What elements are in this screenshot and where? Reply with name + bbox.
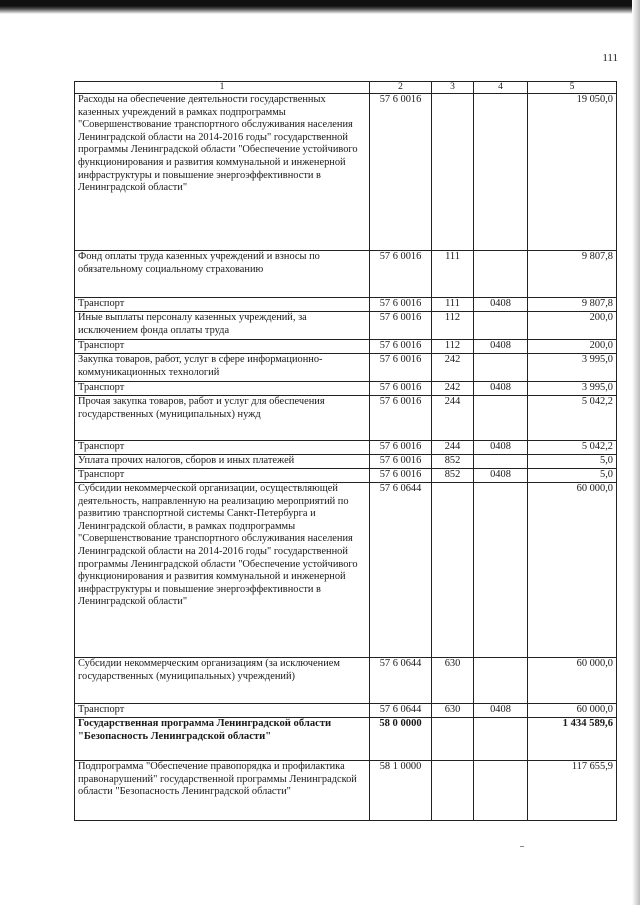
row-name: Расходы на обеспечение деятельности государственных казенных учреждений в рамках подпрограммы "Совершенствование транспортного обслуживания населения Ленинградской области на 2014-2016 годы" государственной программы Ленинградской области "Обеспечение устойчивого функционирования и развития коммунальной и инженерной инфраструктуры и повышение энергоэффективности в Ленинградской области" — [75, 94, 370, 251]
row-sum: 60 000,0 — [528, 483, 617, 658]
row-section — [474, 251, 528, 298]
row-name: Транспорт — [75, 340, 370, 354]
row-expense-type: 112 — [432, 312, 474, 340]
row-sum: 3 995,0 — [528, 382, 617, 396]
table-row — [75, 354, 617, 382]
row-sum: 3 995,0 — [528, 354, 617, 382]
scan-border-top — [0, 0, 640, 14]
row-name: Государственная программа Ленинградской области "Безопасность Ленинградской области" — [75, 718, 370, 761]
row-sum: 9 807,8 — [528, 251, 617, 298]
row-sum: 5,0 — [528, 469, 617, 483]
row-name: Уплата прочих налогов, сборов и иных платежей — [75, 455, 370, 469]
table-row — [75, 396, 617, 441]
row-target-code: 57 6 0016 — [370, 441, 432, 455]
row-name: Субсидии некоммерческим организациям (за исключением государственных (муниципальных) учреждений) — [75, 658, 370, 704]
row-sum: 5 042,2 — [528, 441, 617, 455]
row-section — [474, 718, 528, 761]
row-expense-type: 630 — [432, 658, 474, 704]
table-row — [75, 718, 617, 761]
table-row — [75, 483, 617, 658]
row-section: 0408 — [474, 704, 528, 718]
row-target-code: 57 6 0016 — [370, 382, 432, 396]
row-name: Транспорт — [75, 441, 370, 455]
table-row — [75, 441, 617, 455]
row-section: 0408 — [474, 382, 528, 396]
scan-speck — [520, 846, 524, 847]
row-name: Закупка товаров, работ, услуг в сфере информационно-коммуникационных технологий — [75, 354, 370, 382]
row-section — [474, 354, 528, 382]
row-expense-type — [432, 483, 474, 658]
row-section — [474, 396, 528, 441]
page-number: 111 — [602, 52, 618, 64]
header-row — [75, 82, 617, 94]
row-target-code: 57 6 0016 — [370, 354, 432, 382]
table-row — [75, 298, 617, 312]
row-expense-type: 244 — [432, 441, 474, 455]
row-section: 0408 — [474, 340, 528, 354]
table-row — [75, 312, 617, 340]
table-row — [75, 94, 617, 251]
row-target-code: 58 1 0000 — [370, 761, 432, 821]
row-name: Иные выплаты персоналу казенных учреждений, за исключением фонда оплаты труда — [75, 312, 370, 340]
row-target-code: 57 6 0016 — [370, 94, 432, 251]
row-name: Субсидии некоммерческой организации, осуществляющей деятельность, направленную на реализацию мероприятий по развитию транспортной системы Санкт-Петербурга и Ленинградской области, в рамках подпрограммы "Совершенствование транспортного обслуживания населения Ленинградской области на 2014-2016 годы" государственной программы Ленинградской области "Обеспечение устойчивого функционирования и развития коммунальной и инженерной инфраструктуры и повышение энергоэффективности в Ленинградской области" — [75, 483, 370, 658]
row-expense-type: 112 — [432, 340, 474, 354]
row-section — [474, 658, 528, 704]
budget-table — [74, 81, 617, 821]
row-sum: 60 000,0 — [528, 704, 617, 718]
row-expense-type: 852 — [432, 469, 474, 483]
row-name: Транспорт — [75, 469, 370, 483]
row-expense-type — [432, 94, 474, 251]
table-row — [75, 251, 617, 298]
row-name: Транспорт — [75, 382, 370, 396]
row-target-code: 57 6 0644 — [370, 704, 432, 718]
row-sum: 200,0 — [528, 312, 617, 340]
row-sum: 117 655,9 — [528, 761, 617, 821]
row-target-code: 57 6 0644 — [370, 483, 432, 658]
row-target-code: 57 6 0016 — [370, 455, 432, 469]
row-name: Транспорт — [75, 298, 370, 312]
table-row — [75, 658, 617, 704]
row-target-code: 57 6 0644 — [370, 658, 432, 704]
row-target-code: 57 6 0016 — [370, 298, 432, 312]
scan-border-right — [632, 0, 640, 905]
row-target-code: 58 0 0000 — [370, 718, 432, 761]
column-header-1: 1 — [75, 82, 370, 94]
row-section — [474, 94, 528, 251]
row-expense-type: 242 — [432, 382, 474, 396]
table-row — [75, 340, 617, 354]
column-header-3: 3 — [432, 82, 474, 94]
row-expense-type: 630 — [432, 704, 474, 718]
table-row — [75, 704, 617, 718]
row-sum: 9 807,8 — [528, 298, 617, 312]
row-sum: 1 434 589,6 — [528, 718, 617, 761]
row-expense-type: 242 — [432, 354, 474, 382]
row-name: Подпрограмма "Обеспечение правопорядка и профилактика правонарушений" государственной программы Ленинградской области "Безопасность Ленинградской области" — [75, 761, 370, 821]
row-expense-type — [432, 718, 474, 761]
row-expense-type — [432, 761, 474, 821]
row-sum: 5 042,2 — [528, 396, 617, 441]
row-sum: 19 050,0 — [528, 94, 617, 251]
row-section — [474, 455, 528, 469]
row-section: 0408 — [474, 469, 528, 483]
row-name: Транспорт — [75, 704, 370, 718]
table-row — [75, 455, 617, 469]
table-row — [75, 382, 617, 396]
row-target-code: 57 6 0016 — [370, 469, 432, 483]
column-header-4: 4 — [474, 82, 528, 94]
row-target-code: 57 6 0016 — [370, 340, 432, 354]
column-header-5: 5 — [528, 82, 617, 94]
row-section: 0408 — [474, 298, 528, 312]
row-name: Прочая закупка товаров, работ и услуг для обеспечения государственных (муниципальных) нужд — [75, 396, 370, 441]
table-row — [75, 469, 617, 483]
row-expense-type: 244 — [432, 396, 474, 441]
row-section — [474, 761, 528, 821]
row-target-code: 57 6 0016 — [370, 396, 432, 441]
table-row — [75, 761, 617, 821]
row-sum: 200,0 — [528, 340, 617, 354]
row-expense-type: 111 — [432, 298, 474, 312]
row-expense-type: 852 — [432, 455, 474, 469]
row-expense-type: 111 — [432, 251, 474, 298]
row-section — [474, 483, 528, 658]
row-section: 0408 — [474, 441, 528, 455]
row-name: Фонд оплаты труда казенных учреждений и взносы по обязательному социальному страхованию — [75, 251, 370, 298]
row-section — [474, 312, 528, 340]
column-header-2: 2 — [370, 82, 432, 94]
row-target-code: 57 6 0016 — [370, 251, 432, 298]
row-sum: 60 000,0 — [528, 658, 617, 704]
row-sum: 5,0 — [528, 455, 617, 469]
row-target-code: 57 6 0016 — [370, 312, 432, 340]
